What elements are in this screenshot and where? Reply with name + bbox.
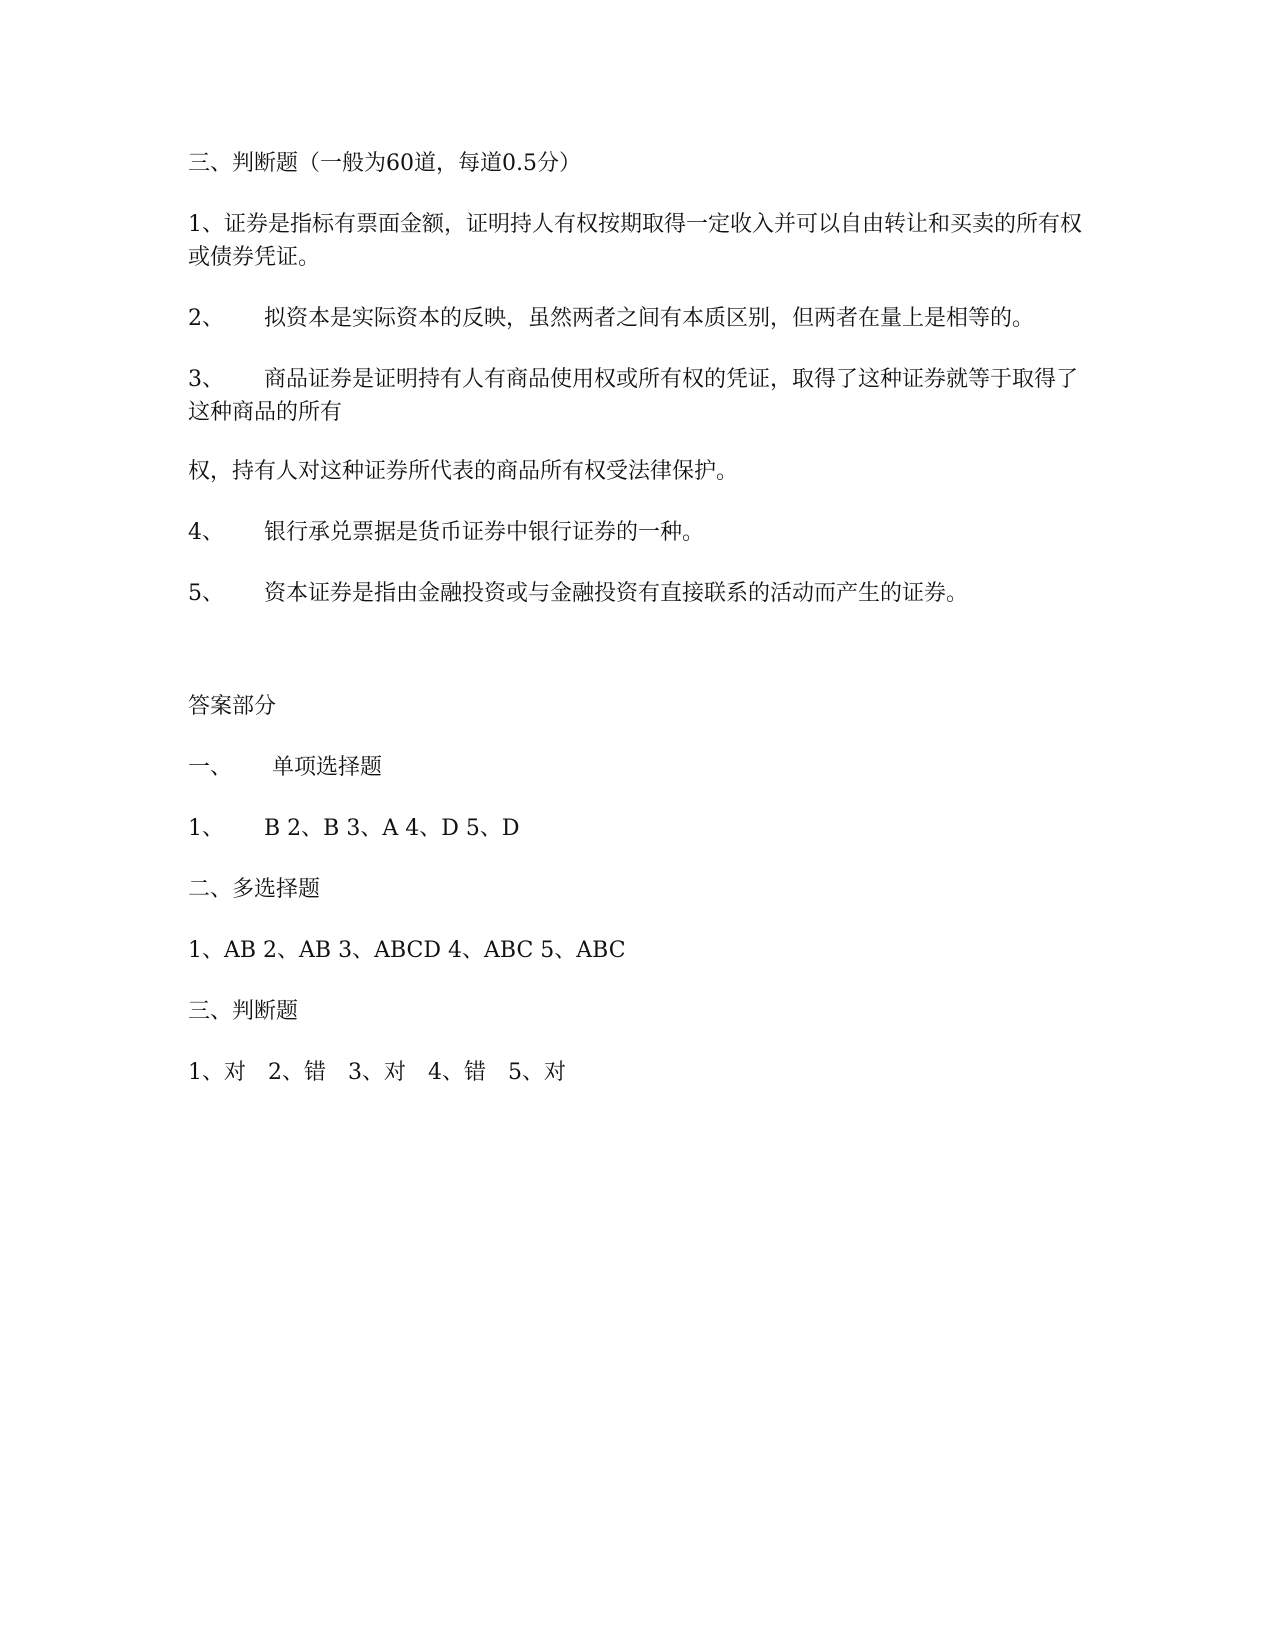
question-number: 5、 [188, 581, 224, 606]
question-1 [188, 208, 1098, 274]
answer-item: 2、错 [268, 1060, 326, 1085]
question-text: 资本证券是指由金融投资或与金融投资有直接联系的活动而产生的证券。 [264, 581, 969, 606]
question-4 [188, 516, 1098, 549]
heading-text: 单项选择题 [272, 755, 383, 780]
question-number: 2、 [188, 306, 224, 331]
answer-values: B 2、B 3、A 4、D 5、D [264, 816, 520, 841]
heading-number: 一、 [188, 755, 233, 780]
document-content [188, 147, 1098, 1117]
section-heading-judgment: 三、判断题（一般为60道，每道0.5分） [188, 151, 581, 176]
answer-item: 5、对 [508, 1060, 566, 1085]
answers-single-heading [188, 751, 1098, 784]
question-text: 拟资本是实际资本的反映，虽然两者之间有本质区别，但两者在量上是相等的。 [264, 306, 1035, 331]
answer-item: 4、错 [428, 1060, 486, 1085]
answers-multiple-line: 1、AB 2、AB 3、ABCD 4、ABC 5、ABC [188, 938, 626, 963]
answer-item: 3、对 [348, 1060, 406, 1085]
question-2 [188, 302, 1098, 335]
answers-judgment-line [188, 1056, 1098, 1089]
answers-judgment-heading: 三、判断题 [188, 999, 299, 1024]
question-number: 1、 [188, 212, 224, 237]
answers-multiple-heading: 二、多选择题 [188, 877, 321, 902]
question-text: 商品证券是证明持有人有商品使用权或所有权的凭证，取得了这种证券就等于取得了这种商品的所有 [188, 367, 1079, 425]
answers-heading: 答案部分 [188, 694, 277, 719]
question-text: 证券是指标有票面金额，证明持人有权按期取得一定收入并可以自由转让和买卖的所有权或债券凭证。 [188, 212, 1083, 270]
section-spacer [188, 638, 1098, 690]
question-number: 3、 [188, 367, 224, 392]
answers-single-line [188, 812, 1098, 845]
answer-item: 1、对 [188, 1060, 246, 1085]
question-3 [188, 363, 1098, 429]
question-number: 4、 [188, 520, 224, 545]
question-text: 银行承兑票据是货币证券中银行证券的一种。 [264, 520, 705, 545]
answer-number: 1、 [188, 816, 224, 841]
question-5 [188, 577, 1098, 610]
question-3-continuation: 权，持有人对这种证券所代表的商品所有权受法律保护。 [188, 459, 739, 484]
